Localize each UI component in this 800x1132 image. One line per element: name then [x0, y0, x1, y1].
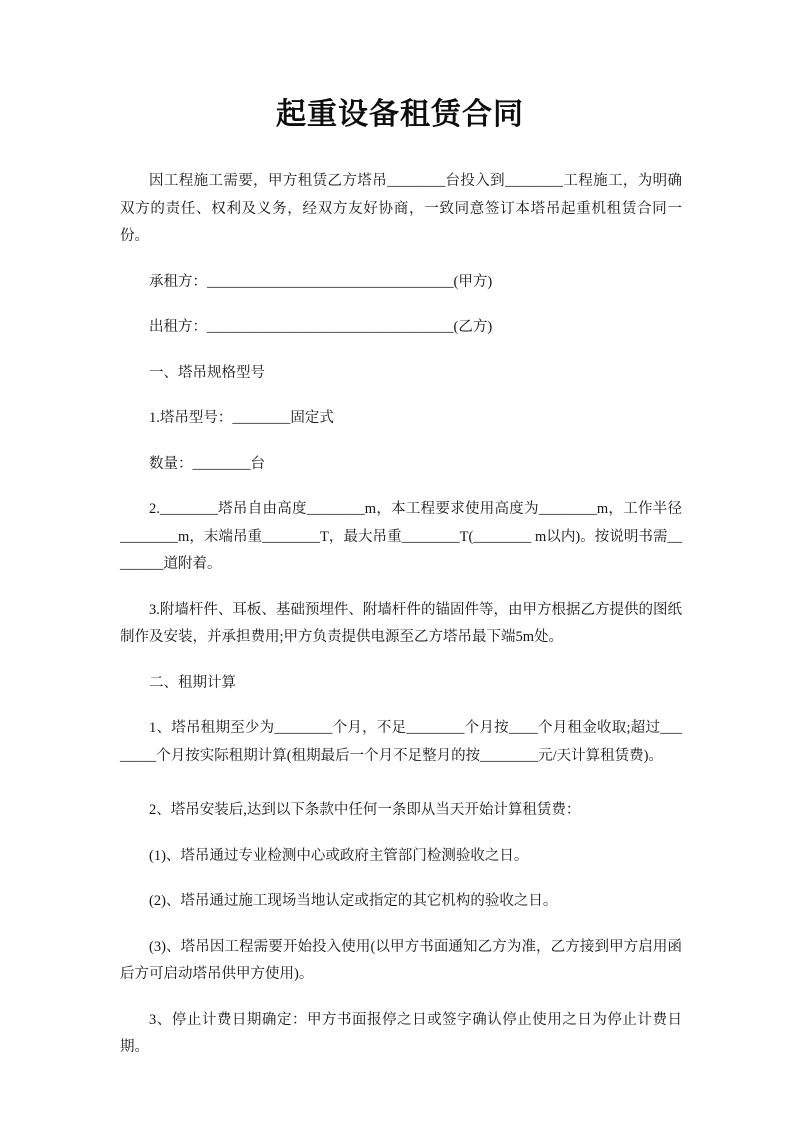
contract-paragraph: 3.附墙杆件、耳板、基础预埋件、附墙杆件的锚固件等，由甲方根据乙方提供的图纸制作及安装，并承担费用;甲方负责提供电源至乙方塔吊最下端5m处。 — [120, 601, 682, 645]
contract-paragraph: 3、停止计费日期确定：甲方书面报停之日或签字确认停止使用之日为停止计费日期。 — [120, 1011, 682, 1055]
contract-paragraph: (1)、塔吊通过专业检测中心或政府主管部门检测验收之日。 — [149, 847, 529, 864]
contract-paragraph: 1、塔吊租期至少为________个月，不足________个月按____个月租金收取;超过________个月按实际租期计算(租期最后一个月不足整月的按________元/天计算租赁费)。 — [120, 720, 682, 764]
contract-paragraph: 出租方：__________________________________(乙方) — [149, 319, 493, 335]
contract-paragraph: 因工程施工需要，甲方租赁乙方塔吊________台投入到________工程施工，为明确双方的责任、权利及义务，经双方友好协商，一致同意签订本塔吊起重机租赁合同一份。 — [120, 173, 682, 244]
contract-paragraph: 二、租期计算 — [149, 674, 236, 691]
contract-paragraph: 一、塔吊规格型号 — [149, 364, 265, 381]
document-body — [120, 168, 682, 1062]
contract-paragraph: 2.________塔吊自由高度________m，本工程要求使用高度为________m，工作半径________m，末端吊重________T，最大吊重________T(________ m以内)。按说明书需________道附着。 — [120, 501, 682, 572]
contract-paragraph: (3)、塔吊因工程需要开始投入使用(以甲方书面通知乙方为准，乙方接到甲方启用函后方可启动塔吊供甲方使用)。 — [120, 938, 682, 982]
document-title: 起重设备租赁合同 — [276, 98, 524, 131]
contract-paragraph: 数量：________台 — [149, 455, 265, 472]
contract-paragraph: (2)、塔吊通过施工现场当地认定或指定的其它机构的验收之日。 — [149, 893, 558, 909]
contract-paragraph: 1.塔吊型号：________固定式 — [149, 410, 334, 426]
contract-paragraph: 2、塔吊安装后,达到以下条款中任何一条即从当天开始计算租赁费： — [149, 802, 581, 818]
contract-paragraph: 承租方：__________________________________(甲方) — [149, 273, 493, 290]
